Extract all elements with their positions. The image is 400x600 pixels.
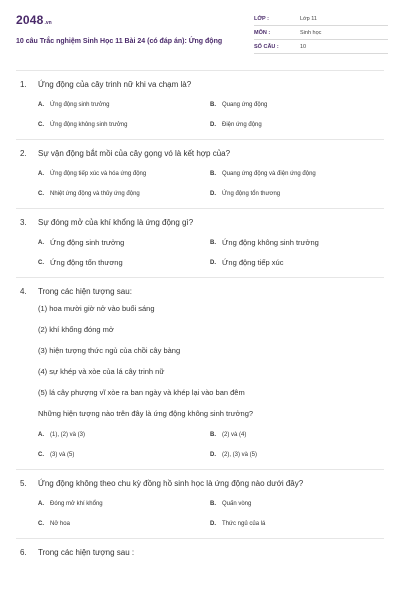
answer-option-c[interactable]	[38, 518, 210, 530]
option-text: (3) và (5)	[50, 452, 75, 458]
meta-value: 10	[300, 44, 307, 50]
logo-main-text: 2048	[16, 13, 44, 27]
option-text: Quấn vòng	[222, 501, 252, 507]
option-letter: D.	[210, 122, 216, 128]
site-logo[interactable]	[16, 12, 52, 28]
answer-option-b[interactable]	[210, 429, 382, 441]
list-item: (5) lá cây phượng vĩ xòe ra ban ngày và khép lại vào ban đêm	[38, 388, 245, 397]
meta-label: LỚP :	[254, 16, 269, 22]
meta-row-question-count	[254, 42, 388, 54]
answer-option-b[interactable]	[210, 99, 382, 111]
answer-options	[38, 429, 384, 461]
answer-option-a[interactable]	[38, 498, 210, 510]
option-text: Quang ứng động và điện ứng động	[222, 171, 316, 177]
option-text: Nở hoa	[50, 521, 70, 527]
option-letter: A.	[38, 171, 44, 177]
meta-info	[254, 14, 388, 56]
option-letter: A.	[38, 240, 44, 246]
meta-value: Lớp 11	[300, 16, 317, 22]
answer-option-d[interactable]	[210, 188, 382, 200]
question-number: 1.	[20, 80, 27, 89]
meta-value: Sinh học	[300, 30, 322, 36]
question-6	[20, 547, 384, 559]
answer-option-d[interactable]	[210, 119, 382, 131]
divider	[16, 208, 384, 209]
question-3	[20, 217, 384, 269]
divider	[16, 469, 384, 470]
option-letter: B.	[210, 102, 216, 108]
question-number: 2.	[20, 149, 27, 158]
answer-option-d[interactable]	[210, 518, 382, 530]
question-list	[0, 70, 400, 559]
option-text: Quang ứng động	[222, 102, 268, 108]
answer-option-d[interactable]	[210, 257, 382, 269]
answer-option-c[interactable]	[38, 449, 210, 461]
option-text: (2) và (4)	[222, 432, 247, 438]
answer-option-c[interactable]	[38, 119, 210, 131]
option-text: Nhiệt ứng động và thủy ứng động	[50, 191, 140, 197]
list-item: (1) hoa mười giờ nở vào buổi sáng	[38, 304, 155, 313]
meta-row-subject	[254, 28, 388, 40]
question-2	[20, 148, 384, 200]
option-text: Ứng động tiếp xúc	[222, 258, 284, 267]
header	[16, 12, 386, 64]
divider	[16, 139, 384, 140]
option-letter: C.	[38, 191, 44, 197]
question-text: Trong các hiện tượng sau:	[38, 287, 132, 296]
option-text: Ứng động tiếp xúc và hóa ứng động	[50, 171, 147, 177]
answer-option-c[interactable]	[38, 257, 210, 269]
question-1	[20, 79, 384, 131]
list-item: (3) hiện tượng thức ngủ của chồi cây bàng	[38, 346, 181, 355]
option-text: Ứng động sinh trưởng	[50, 238, 125, 247]
question-text: Ứng động không theo chu kỳ đồng hồ sinh học là ứng động nào dưới đây?	[38, 479, 304, 488]
question-number: 5.	[20, 479, 27, 488]
option-letter: B.	[210, 171, 216, 177]
answer-option-a[interactable]	[38, 429, 210, 441]
answer-option-b[interactable]	[210, 168, 382, 180]
answer-option-d[interactable]	[210, 449, 382, 461]
answer-options	[38, 498, 384, 530]
option-text: Ứng động tổn thương	[222, 191, 281, 197]
phenomena-list	[38, 303, 384, 420]
option-letter: C.	[38, 452, 44, 458]
answer-option-b[interactable]	[210, 237, 382, 249]
option-letter: A.	[38, 102, 44, 108]
answer-options	[38, 168, 384, 200]
question-4	[20, 286, 384, 461]
meta-label: SỐ CÂU :	[254, 44, 279, 50]
option-text: Ứng động không sinh trưởng	[50, 122, 128, 128]
question-text: Sự vận động bắt mồi của cây gọng vó là kết hợp của?	[38, 149, 231, 158]
meta-label: MÔN :	[254, 30, 271, 36]
list-item: (4) sự khép và xòe của lá cây trinh nữ	[38, 367, 165, 376]
answer-option-a[interactable]	[38, 237, 210, 249]
option-text: Điện ứng động	[222, 122, 262, 128]
logo-domain-text: .vn	[44, 20, 52, 26]
option-text: Ứng động không sinh trưởng	[222, 238, 319, 247]
question-text: Trong các hiện tượng sau :	[38, 548, 135, 557]
option-text: (1), (2) và (3)	[50, 432, 86, 438]
answer-options	[38, 99, 384, 131]
question-number: 3.	[20, 218, 27, 227]
option-letter: A.	[38, 501, 44, 507]
option-text: Ứng động tổn thương	[50, 258, 123, 267]
answer-option-b[interactable]	[210, 498, 382, 510]
meta-row-class	[254, 14, 388, 26]
option-letter: C.	[38, 260, 44, 266]
divider	[16, 277, 384, 278]
question-number: 4.	[20, 287, 27, 296]
question-number: 6.	[20, 548, 27, 557]
option-text: (2), (3) và (5)	[222, 452, 258, 458]
list-item: (2) khí khổng đóng mở	[38, 325, 114, 334]
option-letter: B.	[210, 501, 216, 507]
option-letter: A.	[38, 432, 44, 438]
answer-option-c[interactable]	[38, 188, 210, 200]
option-letter: D.	[210, 260, 216, 266]
option-text: Ứng động sinh trưởng	[50, 102, 110, 108]
option-letter: D.	[210, 521, 216, 527]
answer-options	[38, 237, 384, 269]
answer-option-a[interactable]	[38, 99, 210, 111]
divider	[16, 70, 384, 71]
option-letter: D.	[210, 452, 216, 458]
option-letter: C.	[38, 521, 44, 527]
option-letter: D.	[210, 191, 216, 197]
option-text: Đóng mở khí khổng	[50, 501, 103, 507]
answer-option-a[interactable]	[38, 168, 210, 180]
question-text: Sự đóng mở của khí khổng là ứng động gì?	[38, 218, 194, 227]
question-5	[20, 478, 384, 530]
divider	[16, 538, 384, 539]
option-letter: B.	[210, 432, 216, 438]
sub-question-text: Những hiện tượng nào trên đây là ứng động không sinh trưởng?	[38, 409, 254, 418]
option-letter: C.	[38, 122, 44, 128]
document-title: 10 câu Trắc nghiệm Sinh Học 11 Bài 24 (có đáp án): Ứng động	[16, 38, 223, 45]
option-text: Thức ngủ của lá	[222, 521, 266, 527]
question-text: Ứng động của cây trinh nữ khi va chạm là?	[38, 80, 192, 89]
option-letter: B.	[210, 240, 216, 246]
